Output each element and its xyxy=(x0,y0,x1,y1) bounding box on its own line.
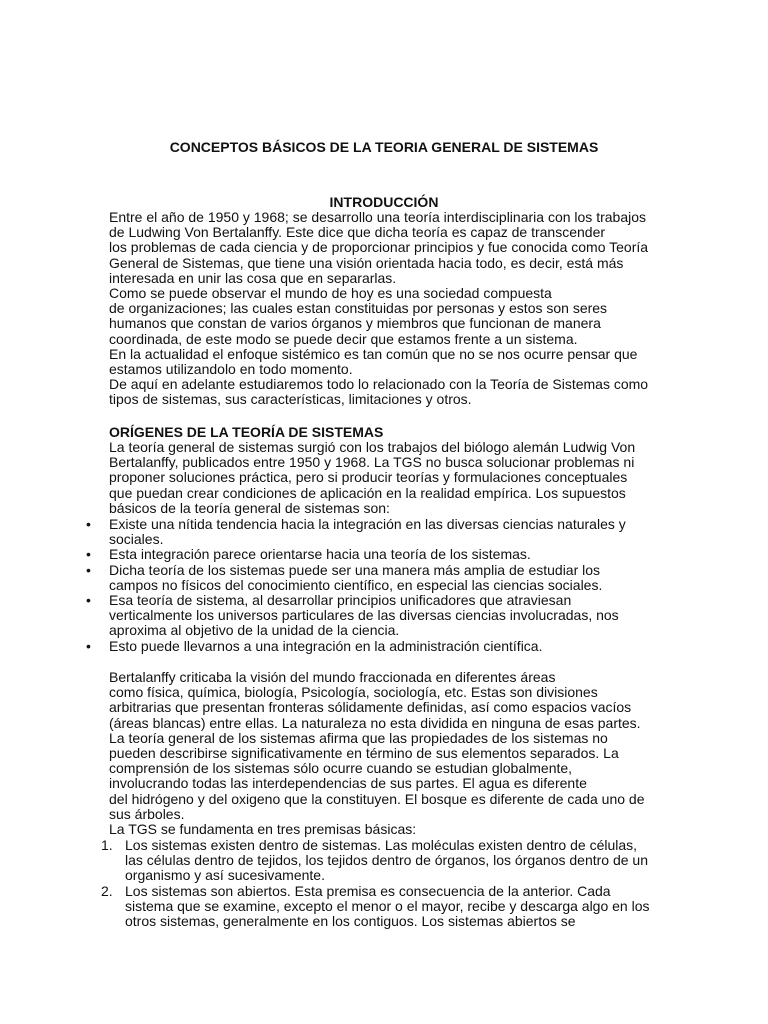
text-line: Bertalanffy, publicados entre 1950 y 1968. La TGS no busca solucionar problemas ni xyxy=(109,454,635,471)
text-line: Esto puede llevarnos a una integración en la administración científica. xyxy=(109,637,543,654)
bertalanffy-paragraph xyxy=(109,670,645,837)
text-line: Bertalanffy criticaba la visión del mundo fraccionada en diferentes áreas xyxy=(109,669,556,685)
list-item xyxy=(0,563,626,593)
text-line: de Ludwing Von Bertalanffy. Este dice que dicha teoría es capaz de transcender xyxy=(109,224,606,241)
intro-paragraph xyxy=(109,210,648,407)
list-number: 2. xyxy=(101,882,113,899)
bullet-icon: • xyxy=(86,591,91,608)
list-item xyxy=(0,593,626,639)
bullet-icon: • xyxy=(86,516,91,532)
list-number: 1. xyxy=(101,837,113,853)
text-line: sociales. xyxy=(109,531,164,548)
text-line: sistema que se examine, excepto el menor o el mayor, recibe y descarga algo en los xyxy=(125,897,650,914)
origins-paragraph xyxy=(109,440,635,516)
text-line: tipos de sistemas, sus características, limitaciones y otros. xyxy=(109,391,472,408)
document-title: CONCEPTOS BÁSICOS DE LA TEORIA GENERAL DE SISTEMAS xyxy=(169,139,599,155)
text-line: (áreas blancas) entre ellas. La naturaleza no esta dividida en ninguna de esas partes. xyxy=(109,714,641,731)
bullet-icon: • xyxy=(86,561,91,578)
text-line: Entre el año de 1950 y 1968; se desarrollo una teoría interdisciplinaria con los trabajos xyxy=(109,209,646,225)
assumptions-bullet-list xyxy=(0,517,626,654)
origins-heading: ORÍGENES DE LA TEORÍA DE SISTEMAS xyxy=(109,424,384,440)
premises-numbered-list xyxy=(0,838,650,929)
text-line: De aquí en adelante estudiaremos todo lo relacionado con la Teoría de Sistemas como xyxy=(109,376,649,393)
text-line: Esa teoría de sistema, al desarrollar principios unificadores que atraviesan xyxy=(109,591,572,608)
text-line: verticalmente los universos particulares de las diversas ciencias involucradas, nos xyxy=(109,607,619,624)
text-line: Esta integración parece orientarse hacia una teoría de los sistemas. xyxy=(109,546,531,563)
text-line: otros sistemas, generalmente en los contiguos. Los sistemas abiertos se xyxy=(125,912,576,929)
text-line: involucrando todas las interdependencias de sus partes. El agua es diferente xyxy=(109,775,587,792)
list-item xyxy=(0,547,626,562)
bullet-icon: • xyxy=(86,546,91,563)
text-line: General de Sistemas, que tiene una visión orientada hacia todo, es decir, está más xyxy=(109,254,624,271)
text-line: La TGS se fundamenta en tres premisas básicas: xyxy=(109,820,417,837)
text-line: La teoría general de los sistemas afirma que las propiedades de los sistemas no xyxy=(109,729,608,746)
list-item xyxy=(0,838,650,884)
text-line: comprensión de los sistemas sólo ocurre cuando se estudian globalmente, xyxy=(109,760,573,777)
text-line: las células dentro de tejidos, los tejidos dentro de órganos, los órganos dentro de un xyxy=(125,852,649,869)
text-line: estamos utilizandolo en todo momento. xyxy=(109,360,353,377)
text-line: interesada en unir las cosa que en separarlas. xyxy=(109,269,397,286)
text-line: pueden describirse significativamente en término de sus elementos separados. La xyxy=(109,744,619,761)
text-line: Los sistemas existen dentro de sistemas. Las moléculas existen dentro de células, xyxy=(125,837,638,853)
text-line: aproxima al objetivo de la unidad de la ciencia. xyxy=(109,622,400,639)
text-line: campos no físicos del conocimiento científico, en especial las ciencias sociales. xyxy=(109,576,603,593)
text-line: coordinada, de este modo se puede decir que estamos frente a un sistema. xyxy=(109,330,578,347)
list-item xyxy=(0,639,626,654)
text-line: los problemas de cada ciencia y de proporcionar principios y fue conocida como Teoría xyxy=(109,239,649,256)
text-line: de organizaciones; las cuales estan constituidas por personas y estos son seres xyxy=(109,300,608,317)
text-line: Como se puede observar el mundo de hoy es una sociedad compuesta xyxy=(109,284,552,301)
text-line: La teoría general de sistemas surgió con los trabajos del biólogo alemán Ludwig Von xyxy=(109,439,636,455)
text-line: sus árboles. xyxy=(109,805,185,822)
text-line: proponer soluciones práctica, pero si producir teorías y formulaciones conceptuales xyxy=(109,469,628,486)
intro-heading: INTRODUCCIÓN xyxy=(329,194,439,210)
bullet-icon: • xyxy=(86,637,91,654)
text-line: humanos que constan de varios órganos y miembros que funcionan de manera xyxy=(109,315,601,332)
text-line: Dicha teoría de los sistemas puede ser una manera más amplia de estudiar los xyxy=(109,561,601,578)
text-line: organismo y así sucesivamente. xyxy=(125,867,325,884)
text-line: En la actualidad el enfoque sistémico es tan común que no se nos ocurre pensar que xyxy=(109,345,638,362)
text-line: Existe una nítida tendencia hacia la integración en las diversas ciencias naturales y xyxy=(109,516,626,532)
text-line: que puedan crear condiciones de aplicación en la realidad empírica. Los supuestos xyxy=(109,484,626,501)
text-line: del hidrógeno y del oxigeno que la constituyen. El bosque es diferente de cada uno de xyxy=(109,790,645,807)
text-line: arbitrarias que presentan fronteras sólidamente definidas, así como espacios vacíos xyxy=(109,699,632,716)
text-line: como física, química, biología, Psicología, sociología, etc. Estas son divisiones xyxy=(109,684,598,701)
list-item xyxy=(0,517,626,547)
text-line: Los sistemas son abiertos. Esta premisa es consecuencia de la anterior. Cada xyxy=(125,882,611,899)
list-item xyxy=(0,884,650,930)
text-line: básicos de la teoría general de sistemas son: xyxy=(109,499,390,516)
